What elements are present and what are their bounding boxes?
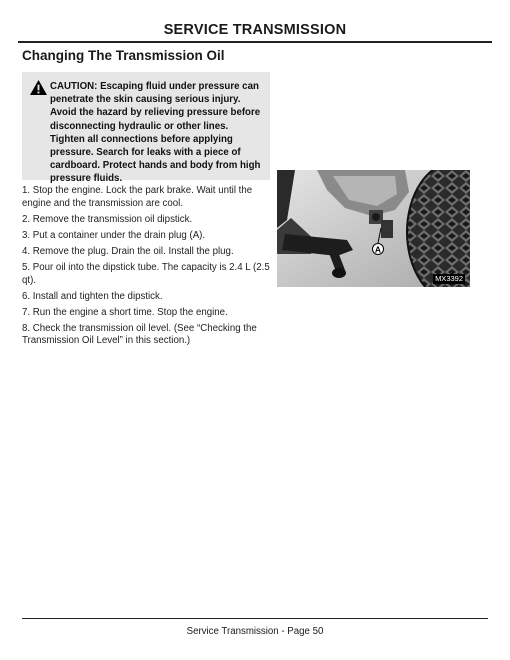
step-item: 1. Stop the engine. Lock the park brake. Wait until the engine and the transmission are cool.: [22, 185, 253, 209]
step-item: 6. Install and tighten the dipstick.: [22, 290, 163, 302]
drain-plug-photo: [277, 170, 470, 287]
step-item: 3. Put a container under the drain plug (A).: [22, 229, 206, 241]
callout-label-a: A: [374, 244, 382, 255]
callout-layer: [277, 170, 470, 287]
footer-divider: [22, 618, 488, 619]
procedure-steps: [22, 185, 272, 352]
step-item: 5. Pour oil into the dipstick tube. The capacity is 2.4 L (2.5 qt).: [22, 261, 270, 286]
section-title: Changing The Transmission Oil: [22, 48, 225, 63]
page-header-title: SERVICE TRANSMISSION: [163, 22, 347, 38]
step-item: 4. Remove the plug. Drain the oil. Install the plug.: [22, 245, 234, 257]
caution-body: Escaping fluid under pressure can penetrate the skin causing serious injury. Avoid the hazard by relieving pressure before disconnecting hydraulic or other lines. Tighten all connections before applying pressure. Search for leaks with a piece of cardboard. Protect hands and body from high pressure fluids.: [50, 81, 261, 185]
warning-triangle-icon: [29, 79, 48, 96]
step-item: 7. Run the engine a short time. Stop the engine.: [22, 306, 228, 318]
step-item: 8. Check the transmission oil level. (See “Checking the Transmission Oil Level” in this section.): [22, 322, 257, 347]
caution-label: CAUTION:: [50, 81, 98, 92]
caution-message: [30, 80, 264, 186]
figure-id: MX3392: [435, 274, 463, 283]
step-item: 2. Remove the transmission oil dipstick.: [22, 213, 193, 225]
caution-box: [22, 72, 270, 185]
header-divider: [18, 41, 492, 43]
page-footer: Service Transmission - Page 50: [186, 626, 324, 637]
